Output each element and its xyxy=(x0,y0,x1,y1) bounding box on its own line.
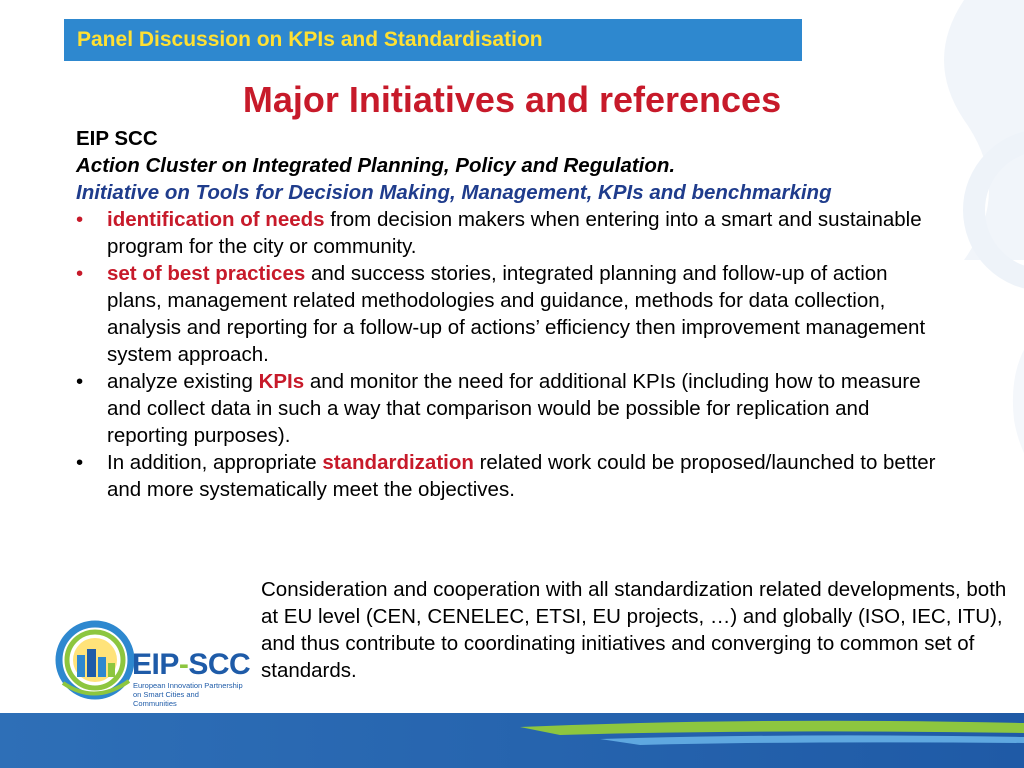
bullet-text: and success stories, integrated planning and follow-up of action plans, management related methodologies and guidance, methods for data collection, analysis and reporting for a follow-up of actions’ efficiency then improvement management system approach. xyxy=(107,262,926,366)
bullet-glyph: • xyxy=(76,451,84,474)
bullet-item-standardization xyxy=(76,449,946,503)
logo-subtitle-line1: European Innovation Partnership xyxy=(133,681,243,690)
bullet-list xyxy=(76,206,946,503)
bullet-text: from decision makers when entering into a smart and sustainable program for the city or community. xyxy=(107,208,922,258)
action-cluster-heading: Action Cluster on Integrated Planning, Policy and Regulation. xyxy=(76,154,676,177)
bullet-text: and monitor the need for additional KPIs (including how to measure and collect data in such a way that comparison would be possible for replication and reporting purposes). xyxy=(107,370,921,447)
bottom-decorative-band xyxy=(0,713,1024,768)
bullet-keyword: identification of needs xyxy=(107,208,325,231)
logo-subtitle xyxy=(133,681,243,708)
bullet-keyword: standardization xyxy=(322,451,474,474)
logo-wordmark xyxy=(132,648,250,682)
logo-eip: EIP xyxy=(132,648,179,681)
bullet-item-needs xyxy=(76,206,946,260)
header-title: Panel Discussion on KPIs and Standardisation xyxy=(77,28,543,51)
main-content xyxy=(76,125,976,503)
bullet-text-before: analyze existing xyxy=(107,370,259,393)
logo-scc: SCC xyxy=(188,648,251,681)
logo-dash: - xyxy=(178,648,189,681)
logo-subtitle-line2: on Smart Cities and Communities xyxy=(133,690,199,708)
initiative-heading: Initiative on Tools for Decision Making, Management, KPIs and benchmarking xyxy=(76,181,832,204)
bullet-glyph: • xyxy=(76,262,84,285)
bullet-item-kpis xyxy=(76,368,946,449)
bullet-text-before: In addition, appropriate xyxy=(107,451,323,474)
bullet-item-best-practices xyxy=(76,260,946,368)
bullet-glyph: • xyxy=(76,370,84,393)
consideration-paragraph: Consideration and cooperation with all standardization related developments, both at EU level (CEN, CENELEC, ETSI, EU projects, …) and globally (ISO, IEC, ITU), and thus contribute to coordinating initiatives and converging to common set of standards. xyxy=(261,578,1007,682)
slide-title: Major Initiatives and references xyxy=(242,79,782,120)
bullet-text: related work could be proposed/launched to better and more systematically meet the objectives. xyxy=(107,451,936,501)
eip-scc-heading: EIP SCC xyxy=(76,127,158,150)
bullet-keyword: KPIs xyxy=(258,370,305,393)
header-bar xyxy=(64,19,802,61)
bullet-keyword: set of best practices xyxy=(107,262,306,285)
bullet-glyph: • xyxy=(76,208,84,231)
